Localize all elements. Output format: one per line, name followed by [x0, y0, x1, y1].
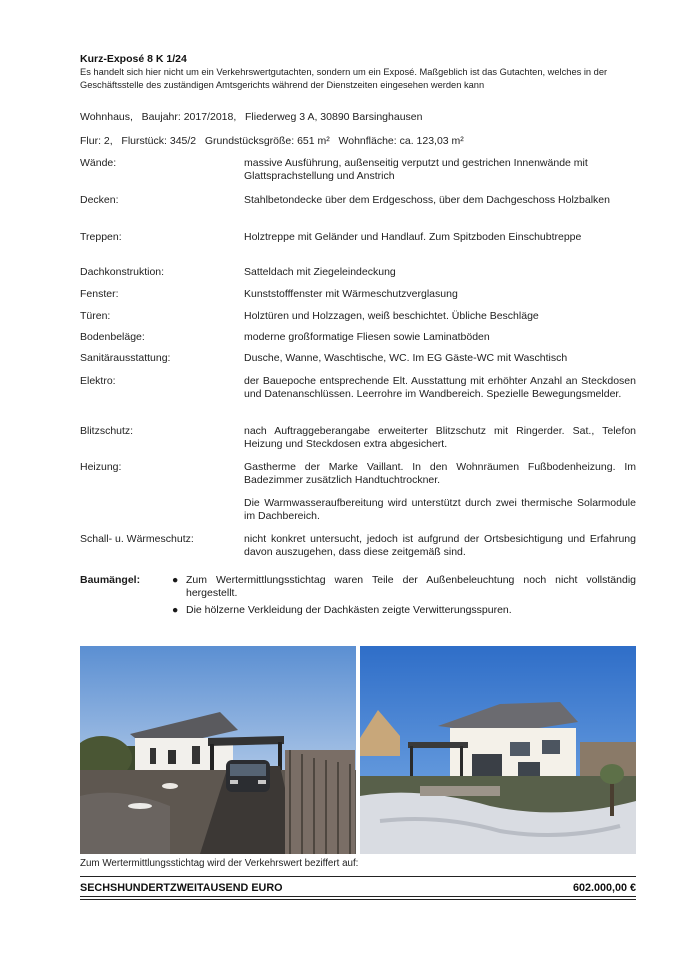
overview-line-building: Wohnhaus, Baujahr: 2017/2018, Fliederweg 3 A, 30890 Barsinghausen	[80, 111, 423, 123]
house-garden-photo-image	[360, 646, 636, 854]
defects-label: Baumängel:	[80, 574, 141, 586]
document-disclaimer: Es handelt sich hier nicht um ein Verkehrswertgutachten, sondern um ein Exposé. Maßgeblich ist das Gutachten, welches in der Geschäftsstelle des zuständigen Amtsgerichts während der Dienstzeiten eingesehen werden kann	[80, 67, 608, 90]
feature-label: Heizung:	[80, 461, 122, 473]
feature-label: Blitzschutz:	[80, 425, 134, 437]
house-street-photo-image	[80, 646, 356, 854]
feature-label: Decken:	[80, 194, 119, 206]
feature-value: Stahlbetondecke über dem Erdgeschoss, über dem Dachgeschoss Holzbalken	[244, 194, 610, 206]
feature-value: Die Warmwasseraufbereitung wird unterstützt durch zwei thermische Solarmodule im Dachbereich.	[244, 497, 636, 522]
defect-text: Zum Wertermittlungsstichtag waren Teile der Außenbeleuchtung noch nicht vollständig hergestellt.	[186, 574, 636, 599]
list-item	[172, 574, 636, 600]
feature-label: Fenster:	[80, 288, 119, 300]
valuation-amount-words: SECHSHUNDERTZWEITAUSEND EURO	[80, 882, 283, 894]
list-item	[172, 604, 636, 617]
feature-value: Holztüren und Holzzagen, weiß beschichtet. Übliche Beschläge	[244, 310, 539, 322]
feature-value: nicht konkret untersucht, jedoch ist aufgrund der Ortsbesichtigung und Erfahrung davon auszugehen, dass diese zeitgemäß sind.	[244, 533, 636, 558]
bullet-icon: ●	[172, 604, 179, 616]
feature-value: Kunststofffenster mit Wärmeschutzverglasung	[244, 288, 458, 300]
feature-value: Dusche, Wanne, Waschtische, WC. Im EG Gäste-WC mit Waschtisch	[244, 352, 568, 364]
feature-label: Treppen:	[80, 231, 122, 243]
overview-line-parcel: Flur: 2, Flurstück: 345/2 Grundstücksgröße: 651 m² Wohnfläche: ca. 123,03 m²	[80, 135, 464, 147]
divider-bottom	[80, 896, 636, 897]
feature-value: moderne großformatige Fliesen sowie Laminatböden	[244, 331, 490, 343]
feature-label: Schall- u. Wärmeschutz:	[80, 533, 194, 545]
feature-label: Dachkonstruktion:	[80, 266, 165, 278]
feature-value: der Bauepoche entsprechende Elt. Ausstattung mit erhöhter Anzahl an Steckdosen und Datenanschlüssen. Leerrohre im Wandbereich. Spezielle Bewegungsmelder.	[244, 375, 636, 400]
photo-garden-view	[360, 646, 636, 854]
feature-value: Satteldach mit Ziegeleindeckung	[244, 266, 396, 278]
feature-label: Bodenbeläge:	[80, 331, 145, 343]
divider-bottom-double	[80, 899, 636, 900]
feature-label: Sanitärausstattung:	[80, 352, 171, 364]
feature-value: massive Ausführung, außenseitig verputzt und gestrichen Innenwände mit Glattsprachstellung und Anstrich	[244, 157, 588, 182]
defect-text: Die hölzerne Verkleidung der Dachkästen zeigte Verwitterungsspuren.	[186, 604, 512, 616]
bullet-icon: ●	[172, 574, 179, 586]
feature-label: Elektro:	[80, 375, 116, 387]
feature-value: Holztreppe mit Geländer und Handlauf. Zum Spitzboden Einschubtreppe	[244, 231, 582, 243]
feature-label: Wände:	[80, 157, 117, 169]
divider-top	[80, 876, 636, 877]
valuation-caption: Zum Wertermittlungsstichtag wird der Verkehrswert beziffert auf:	[80, 858, 359, 869]
feature-label: Türen:	[80, 310, 111, 322]
valuation-amount: 602.000,00 €	[572, 882, 636, 894]
document-title: Kurz-Exposé 8 K 1/24	[80, 53, 187, 65]
feature-value: Gastherme der Marke Vaillant. In den Wohnräumen Fußbodenheizung. Im Badezimmer zusätzlich Handtuchtrockner.	[244, 461, 636, 486]
feature-value: nach Auftraggeberangabe erweiterter Blitzschutz mit Ringerder. Sat., Telefon Heizung und Steckdosen extra abgesichert.	[244, 425, 636, 450]
photo-street-view	[80, 646, 356, 854]
defects-list	[172, 574, 636, 621]
